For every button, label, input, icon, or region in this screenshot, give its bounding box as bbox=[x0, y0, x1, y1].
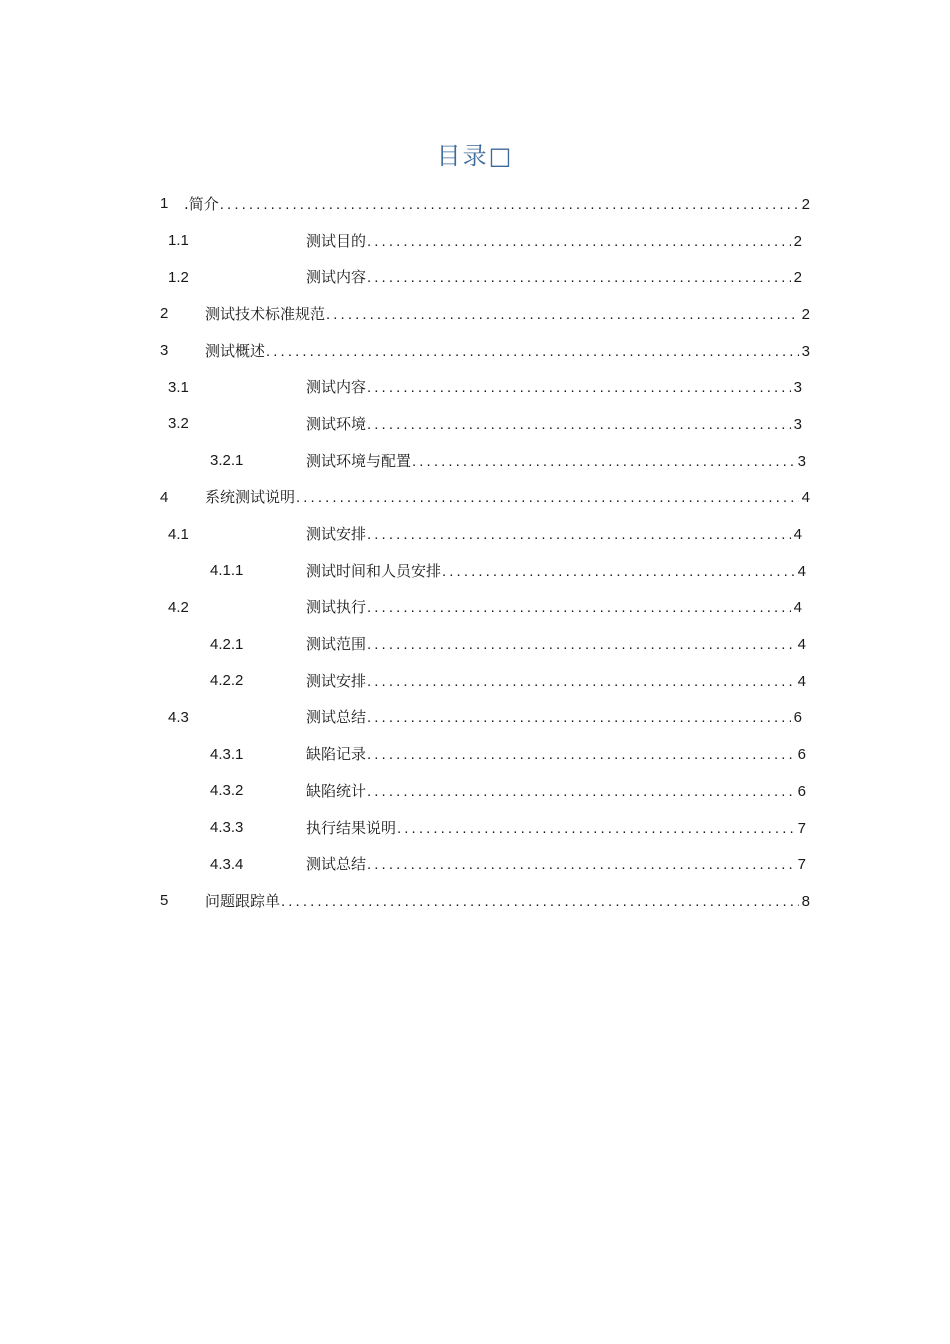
toc-entry-number: 4 bbox=[160, 488, 169, 506]
toc-leader-dots bbox=[367, 268, 791, 288]
toc-entry-page: 2 bbox=[801, 305, 810, 323]
toc-entry-number: 3.2.1 bbox=[210, 452, 244, 470]
toc-entry[interactable] bbox=[160, 296, 810, 333]
toc-entry-page: 4 bbox=[793, 599, 802, 617]
toc-entry[interactable] bbox=[160, 480, 810, 517]
toc-entry-page: 6 bbox=[797, 746, 806, 764]
toc-entry-label: 问题跟踪单 bbox=[205, 891, 281, 910]
toc-entry[interactable] bbox=[160, 516, 810, 553]
toc-entry-label: 测试总结 bbox=[306, 708, 367, 727]
toc-entry[interactable] bbox=[160, 443, 810, 480]
toc-entry-label: 执行结果说明 bbox=[306, 818, 397, 837]
toc-leader-dots bbox=[367, 378, 791, 398]
toc-entry[interactable] bbox=[160, 883, 810, 920]
toc-entry[interactable] bbox=[160, 186, 810, 223]
toc-entry-page: 3 bbox=[793, 379, 802, 397]
toc-entry[interactable] bbox=[160, 553, 810, 590]
toc-entry[interactable] bbox=[160, 773, 810, 810]
toc-entry[interactable] bbox=[160, 736, 810, 773]
toc-leader-dots bbox=[266, 342, 799, 362]
toc-leader-dots bbox=[326, 305, 799, 325]
toc-leader-dots bbox=[281, 892, 799, 912]
toc-entry-number: 3.2 bbox=[168, 415, 189, 433]
toc-entry-label: 测试技术标准规范 bbox=[205, 304, 326, 323]
toc-entry-number: 4.3.4 bbox=[210, 855, 244, 873]
toc-entry-label: 缺陷记录 bbox=[306, 745, 367, 764]
toc-entry-label: 测试安排 bbox=[306, 525, 367, 544]
toc-entry[interactable] bbox=[160, 223, 810, 260]
toc-entry-label: 测试环境与配置 bbox=[306, 451, 412, 470]
toc-entry-label: .简介 bbox=[184, 194, 219, 213]
toc-entry-number: 4.1 bbox=[168, 525, 189, 543]
toc-entry[interactable] bbox=[160, 406, 810, 443]
toc-entry-label: 测试安排 bbox=[306, 671, 367, 690]
toc-entry-number: 4.3 bbox=[168, 708, 189, 726]
toc-entry[interactable] bbox=[160, 810, 810, 847]
toc-entry-page: 2 bbox=[801, 195, 810, 213]
toc-leader-dots bbox=[367, 635, 795, 655]
toc-entry-page: 3 bbox=[793, 415, 802, 433]
toc-entry-label: 测试内容 bbox=[306, 268, 367, 287]
toc-entry-label: 缺陷统计 bbox=[306, 781, 367, 800]
toc-entry-number: 3.1 bbox=[168, 378, 189, 396]
toc-leader-dots bbox=[367, 672, 795, 692]
toc-entry-page: 4 bbox=[793, 526, 802, 544]
toc-entry-label: 测试环境 bbox=[306, 414, 367, 433]
toc-leader-dots bbox=[367, 745, 795, 765]
toc-leader-dots bbox=[412, 452, 795, 472]
toc-entry-label: 测试范围 bbox=[306, 635, 367, 654]
toc-entry-label: 测试时间和人员安排 bbox=[306, 561, 442, 580]
toc-leader-dots bbox=[367, 855, 795, 875]
toc-entry-page: 2 bbox=[793, 269, 802, 287]
toc-entry-label: 测试目的 bbox=[306, 231, 367, 250]
toc-entry-number: 4.3.1 bbox=[210, 745, 244, 763]
toc-entry-number: 2 bbox=[160, 305, 169, 323]
toc-entry[interactable] bbox=[160, 590, 810, 627]
toc-entry-label: 系统测试说明 bbox=[205, 488, 296, 507]
toc-entry-number: 4.3.2 bbox=[210, 782, 244, 800]
toc-leader-dots bbox=[397, 819, 795, 839]
toc-entry[interactable] bbox=[160, 259, 810, 296]
toc-entry[interactable] bbox=[160, 333, 810, 370]
toc-entry-number: 4.2.2 bbox=[210, 672, 244, 690]
toc-entry[interactable] bbox=[160, 369, 810, 406]
toc-entry-number: 4.3.3 bbox=[210, 819, 244, 837]
toc-entry-number: 1.2 bbox=[168, 268, 189, 286]
toc-leader-dots bbox=[367, 782, 795, 802]
toc-entry-page: 3 bbox=[797, 452, 806, 470]
toc-entry-number: 4.1.1 bbox=[210, 562, 244, 580]
toc-entry-number: 4.2 bbox=[168, 598, 189, 616]
toc-entry-page: 4 bbox=[797, 636, 806, 654]
toc-title: 目录□ bbox=[436, 142, 514, 170]
toc-entry-page: 3 bbox=[801, 342, 810, 360]
toc-leader-dots bbox=[367, 415, 791, 435]
toc-entry-label: 测试执行 bbox=[306, 598, 367, 617]
toc-leader-dots bbox=[442, 562, 795, 582]
toc-entry-page: 2 bbox=[793, 232, 802, 250]
toc-entry-page: 7 bbox=[797, 856, 806, 874]
toc-entry[interactable] bbox=[160, 700, 810, 737]
toc-entry-number: 1.1 bbox=[168, 232, 189, 250]
toc-entry-page: 6 bbox=[793, 709, 802, 727]
toc-entry-page: 7 bbox=[797, 819, 806, 837]
toc-entry-page: 4 bbox=[801, 489, 810, 507]
toc-leader-dots bbox=[220, 195, 799, 215]
toc-entry[interactable] bbox=[160, 846, 810, 883]
toc-entry-page: 8 bbox=[801, 892, 810, 910]
toc-entry-page: 4 bbox=[797, 562, 806, 580]
toc-entry-label: 测试概述 bbox=[205, 341, 266, 360]
toc-entry[interactable] bbox=[160, 663, 810, 700]
toc-leader-dots bbox=[367, 232, 791, 252]
toc-entry-page: 4 bbox=[797, 672, 806, 690]
toc-entry-number: 4.2.1 bbox=[210, 635, 244, 653]
table-of-contents bbox=[160, 186, 810, 920]
toc-entry[interactable] bbox=[160, 626, 810, 663]
toc-entry-label: 测试内容 bbox=[306, 378, 367, 397]
toc-entry-number: 5 bbox=[160, 892, 169, 910]
toc-entry-label: 测试总结 bbox=[306, 855, 367, 874]
toc-entry-number: 1 bbox=[160, 195, 169, 213]
toc-leader-dots bbox=[367, 598, 791, 618]
toc-entry-number: 3 bbox=[160, 342, 169, 360]
toc-leader-dots bbox=[367, 708, 791, 728]
toc-leader-dots bbox=[296, 488, 799, 508]
toc-leader-dots bbox=[367, 525, 791, 545]
toc-entry-page: 6 bbox=[797, 782, 806, 800]
